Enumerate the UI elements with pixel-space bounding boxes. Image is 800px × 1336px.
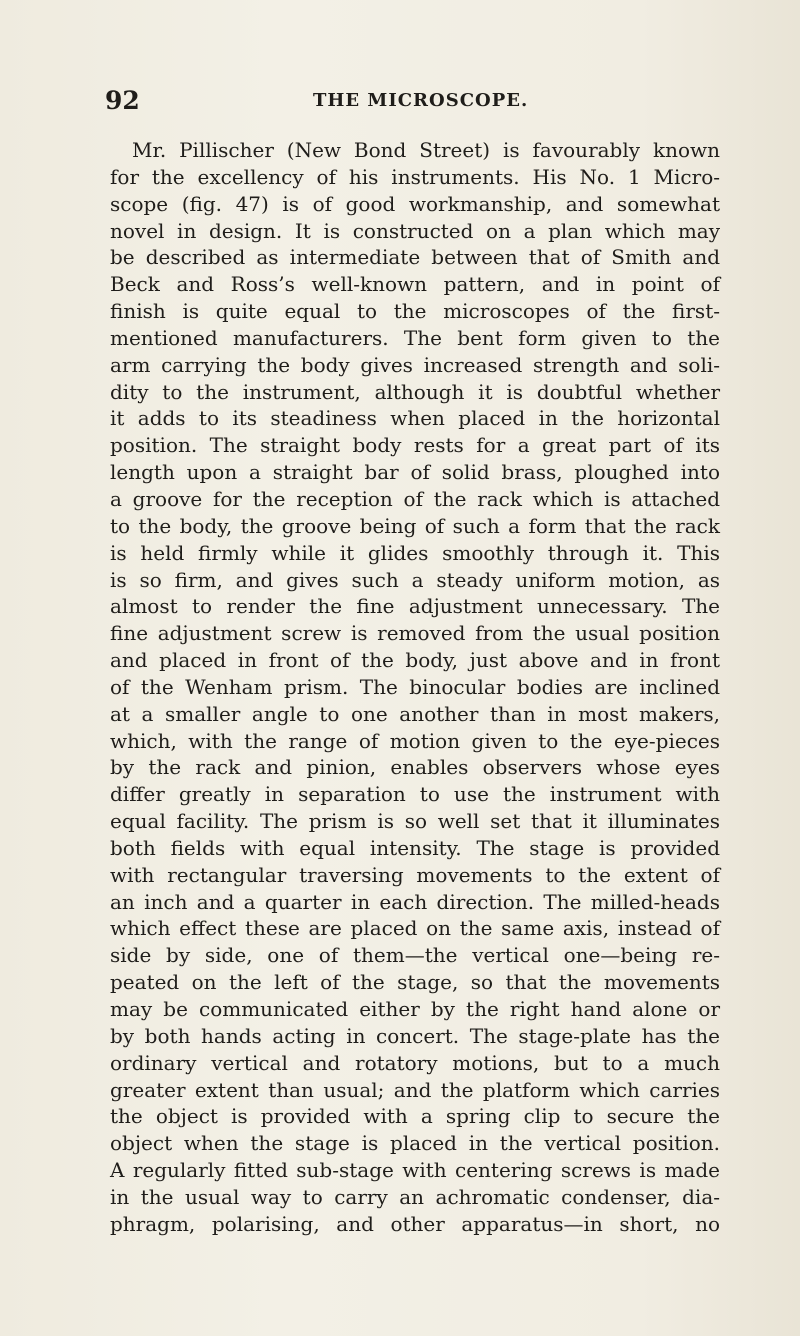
text-line: scope (fig. 47) is of good workmanship, and somewhat (110, 191, 720, 216)
text-line: the object is provided with a spring clip to secure the (110, 1104, 720, 1129)
text-line: side by side, one of them—the vertical one—being re- (110, 943, 720, 968)
text-line: at a smaller angle to one another than in most makers, (110, 701, 720, 726)
text-line: in the usual way to carry an achromatic condenser, dia- (110, 1184, 720, 1209)
text-line: peated on the left of the stage, so that the movements (110, 970, 720, 995)
text-line: dity to the instrument, although it is doubtful whether (110, 379, 720, 404)
body-paragraph (110, 137, 720, 1238)
text-line: it adds to its steadiness when placed in the horizontal (110, 406, 720, 431)
text-line: finish is quite equal to the microscopes of the first- (110, 299, 720, 324)
text-line: position. The straight body rests for a great part of its (110, 433, 720, 458)
text-line: which, with the range of motion given to the eye-pieces (110, 728, 720, 753)
text-line: is held firmly while it glides smoothly through it. This (110, 540, 720, 565)
text-line: almost to render the fine adjustment unnecessary. The (110, 594, 720, 619)
text-line: of the Wenham prism. The binocular bodies are inclined (110, 674, 720, 699)
text-line: by both hands acting in concert. The stage-plate has the (110, 1023, 720, 1048)
text-line: which effect these are placed on the same axis, instead of (110, 916, 720, 941)
text-line: and placed in front of the body, just above and in front (110, 648, 720, 673)
text-line: ordinary vertical and rotatory motions, but to a much (110, 1050, 720, 1075)
text-line: be described as intermediate between that of Smith and (110, 245, 720, 270)
text-line: arm carrying the body gives increased strength and soli- (110, 352, 720, 377)
text-line: A regularly fitted sub-stage with centering screws is made (110, 1158, 720, 1183)
text-line: fine adjustment screw is removed from the usual position (110, 621, 720, 646)
text-line: object when the stage is placed in the vertical position. (110, 1131, 720, 1156)
text-line: differ greatly in separation to use the instrument with (110, 782, 720, 807)
text-line: greater extent than usual; and the platform which carries (110, 1077, 720, 1102)
text-line: is so firm, and gives such a steady uniform motion, as (110, 567, 720, 592)
text-line: a groove for the reception of the rack which is attached (110, 486, 720, 511)
text-line: mentioned manufacturers. The bent form given to the (110, 325, 720, 350)
text-line: may be communicated either by the right hand alone or (110, 997, 720, 1021)
page-number: 92 (105, 86, 140, 115)
running-title: THE MICROSCOPE. (313, 90, 529, 111)
text-line: by the rack and pinion, enables observers whose eyes (110, 755, 720, 780)
text-line: with rectangular traversing movements to the extent of (110, 862, 720, 887)
text-line: equal facility. The prism is so well set that it illuminates (110, 809, 720, 834)
text-line: to the body, the groove being of such a form that the rack (110, 513, 720, 538)
text-line: Mr. Pillischer (New Bond Street) is favourably known (132, 138, 720, 162)
text-line: for the excellency of his instruments. His No. 1 Micro- (110, 164, 720, 189)
text-line: phragm, polarising, and other apparatus—in short, no (110, 1211, 720, 1236)
text-line: an inch and a quarter in each direction. The milled-heads (110, 889, 720, 914)
running-head (105, 87, 705, 115)
text-line: Beck and Ross’s well-known pattern, and in point of (110, 272, 720, 297)
text-line: both fields with equal intensity. The stage is provided (110, 835, 720, 860)
text-line: length upon a straight bar of solid brass, ploughed into (110, 460, 720, 485)
text-line: novel in design. It is constructed on a plan which may (110, 218, 720, 243)
